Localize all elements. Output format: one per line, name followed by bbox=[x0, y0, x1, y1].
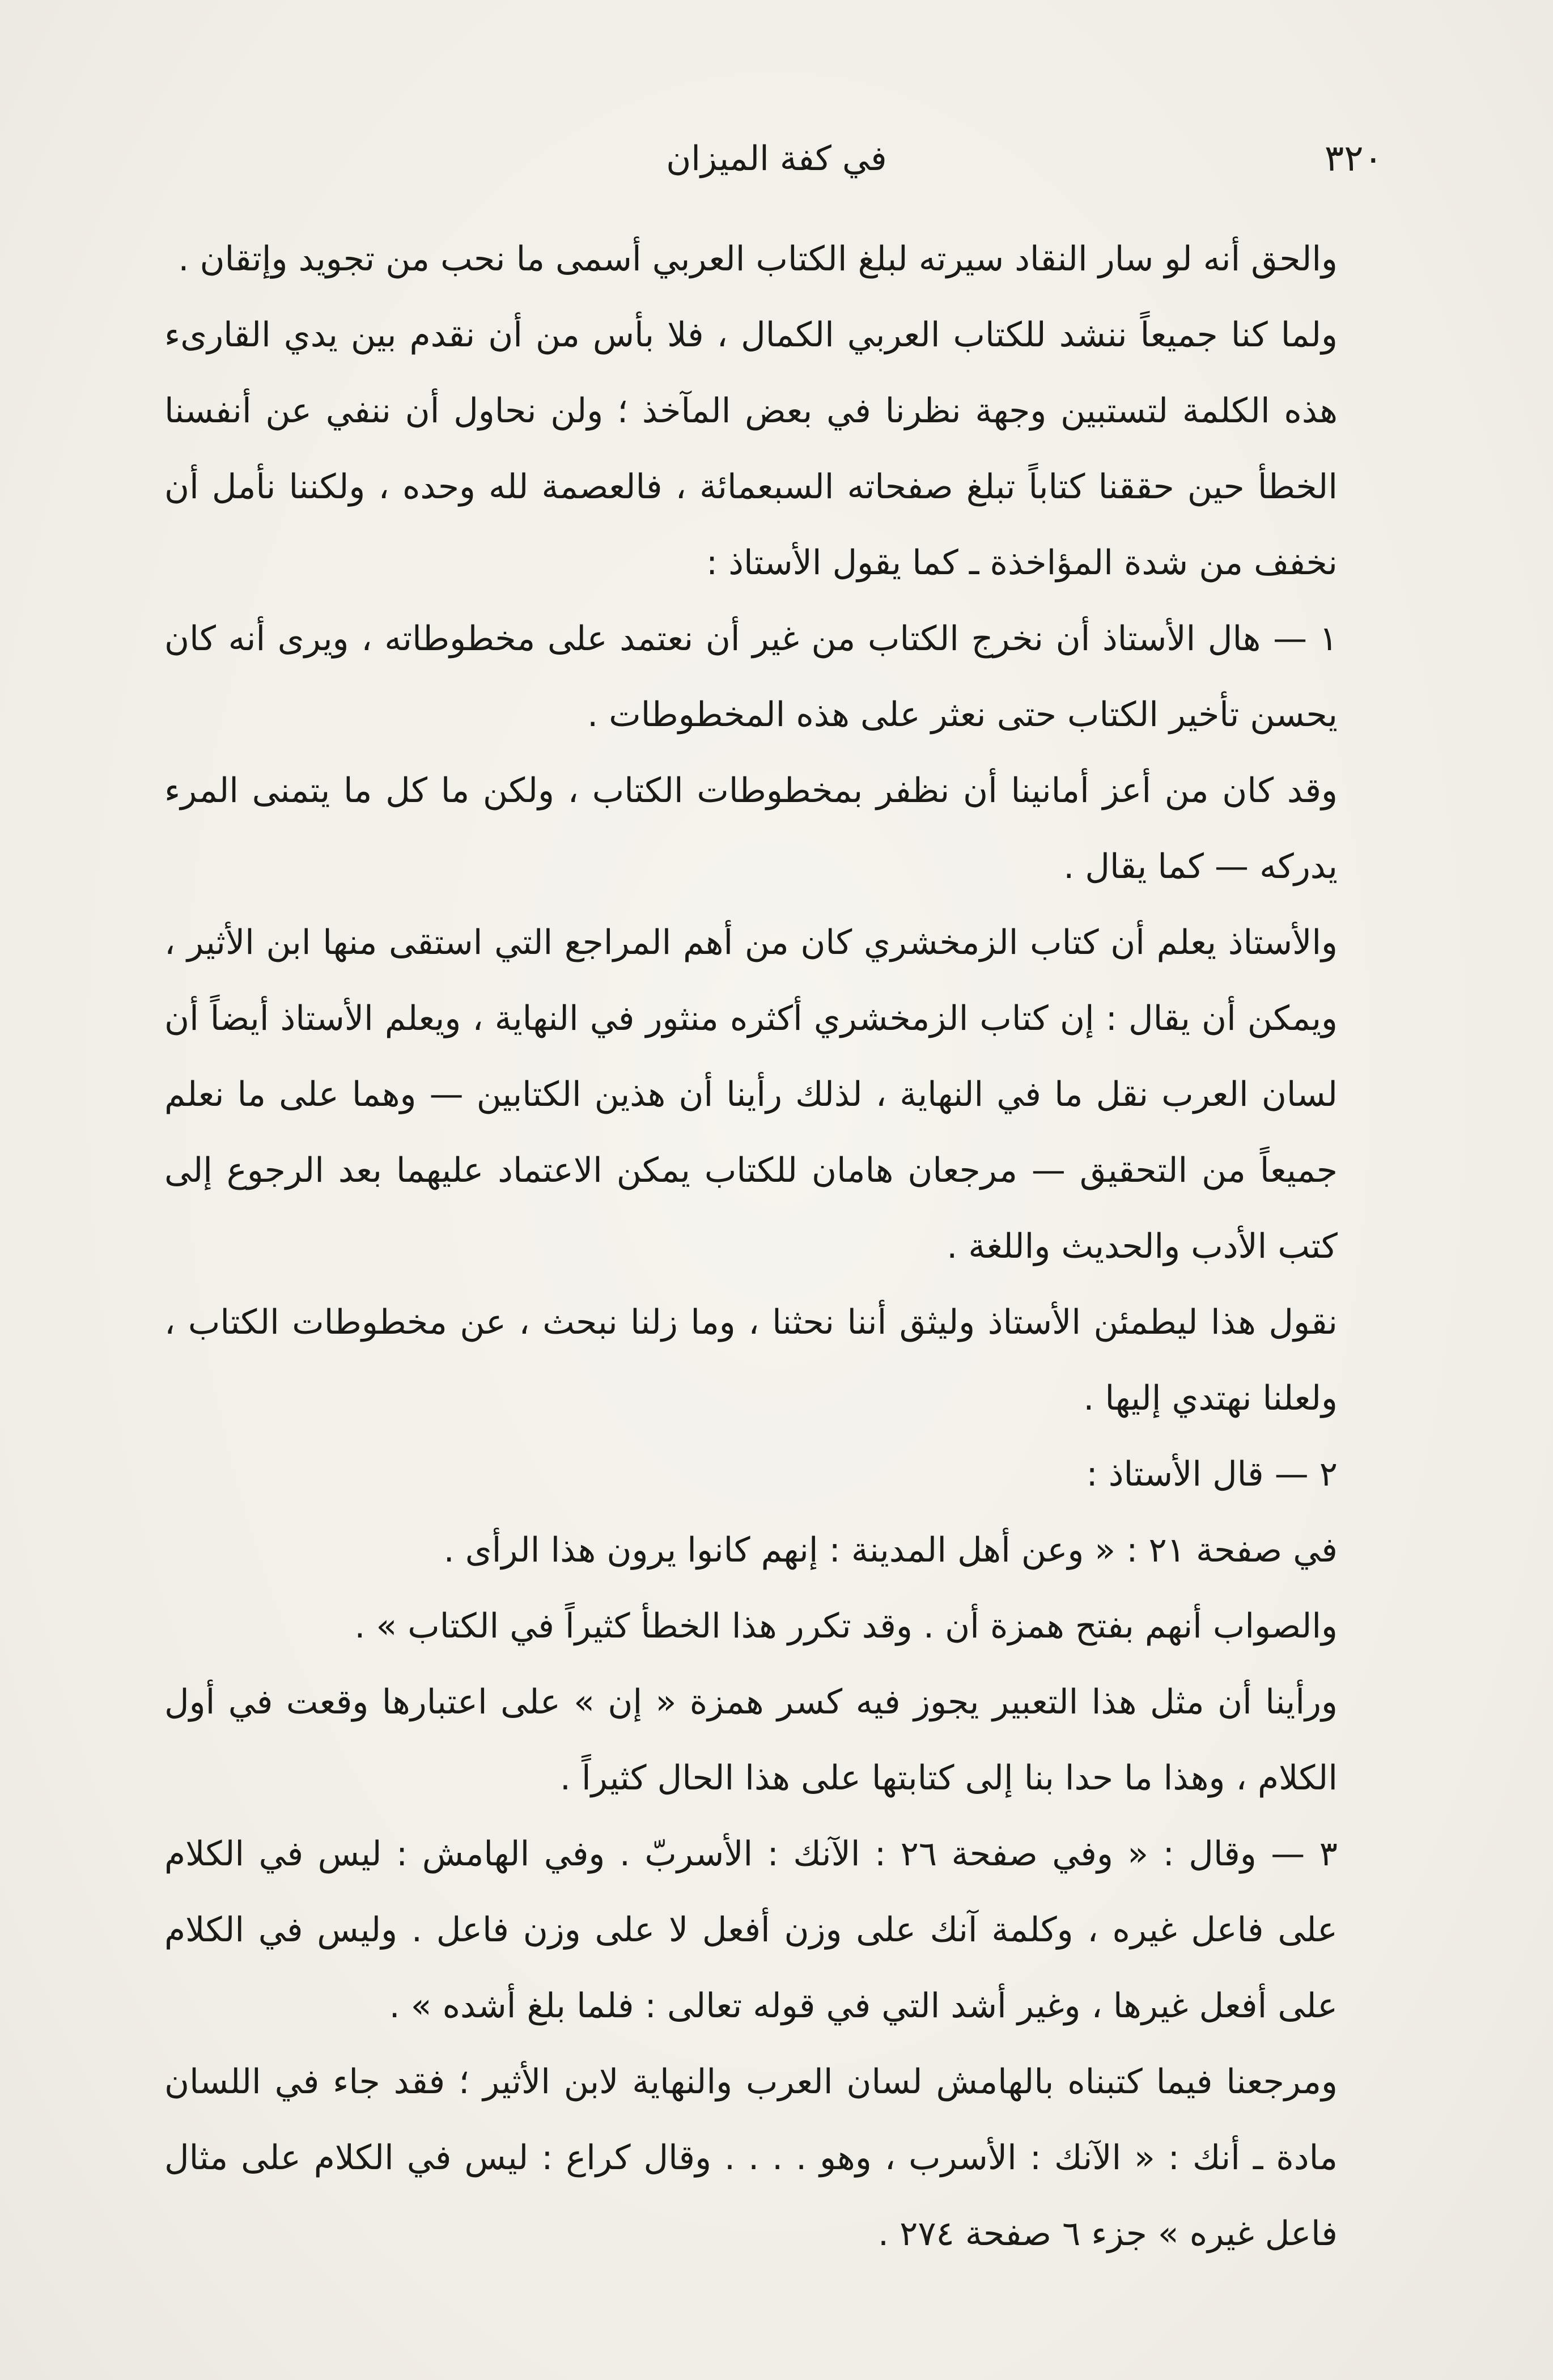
page-number: ٣٢٠ bbox=[1324, 138, 1383, 180]
quote-page-21: في صفحة ٢١ : « وعن أهل المدينة : إنهم كانوا يرون هذا الرأى . bbox=[443, 1530, 1338, 1570]
page-header bbox=[170, 125, 1383, 193]
point-1: ١ — هال الأستاذ أن نخرج الكتاب من غير أن نعتمد على مخطوطاته ، ويرى أنه كان يحسن تأخير الكتاب حتى نعثر على هذه المخطوطات . bbox=[164, 619, 1338, 735]
paragraph-7: ومرجعنا فيما كتبناه بالهامش لسان العرب والنهاية لابن الأثير ؛ فقد جاء في اللسان مادة ـ أنك : « الآنك : الأسرب ، وهو . . . . وقال كراع : ليس في الكلام على مثال فاعل غيره » جزء ٦ صفحة ٢٧٤ . bbox=[164, 2062, 1338, 2254]
point-2: ٢ — قال الأستاذ : bbox=[1086, 1454, 1338, 1494]
paragraph-2: ولما كنا جميعاً ننشد للكتاب العربي الكمال ، فلا بأس من أن نقدم بين يدي القارىء هذه الكلمة لتستبين وجهة نظرنا في بعض المآخذ ؛ ولن نحاول أن ننفي عن أنفسنا الخطأ حين حققنا كتاباً تبلغ صفحاته السبعمائة ، فالعصمة لله وحده ، ولكننا نأمل أن نخفف من شدة المؤاخذة ـ كما يقول الأستاذ : bbox=[164, 315, 1338, 583]
paragraph-3: وقد كان من أعز أمانينا أن نظفر بمخطوطات الكتاب ، ولكن ما كل ما يتمنى المرء يدركه — كما يقال . bbox=[164, 771, 1338, 886]
page-body bbox=[164, 221, 1406, 2272]
paragraph-1: والحق أنه لو سار النقاد سيرته لبلغ الكتاب العربي أسمى ما نحب من تجويد وإتقان . bbox=[178, 239, 1338, 279]
paragraph-6: ورأينا أن مثل هذا التعبير يجوز فيه كسر همزة « إن » على اعتبارها وقعت في أول الكلام ، وهذا ما حدا بنا إلى كتابتها على هذا الحال كثيراً . bbox=[164, 1682, 1338, 1798]
paragraph-4: والأستاذ يعلم أن كتاب الزمخشري كان من أهم المراجع التي استقى منها ابن الأثير ، ويمكن أن يقال : إن كتاب الزمخشري أكثره منثور في النهاية ، ويعلم الأستاذ أيضاً أن لسان العرب نقل ما في النهاية ، لذلك رأينا أن هذين الكتابين — وهما على ما نعلم جميعاً من التحقيق — مرجعان هامان للكتاب يمكن الاعتماد عليهما بعد الرجوع إلى كتب الأدب والحديث واللغة . bbox=[164, 923, 1338, 1266]
running-title: في كفة الميزان bbox=[666, 139, 887, 179]
paragraph-5: نقول هذا ليطمئن الأستاذ وليثق أننا نحثنا ، وما زلنا نبحث ، عن مخطوطات الكتاب ، ولعلنا نهتدي إليها . bbox=[164, 1303, 1338, 1418]
quote-correction: والصواب أنهم بفتح همزة أن . وقد تكرر هذا الخطأ كثيراً في الكتاب » . bbox=[354, 1606, 1338, 1646]
point-3: ٣ — وقال : « وفي صفحة ٢٦ : الآنك : الأسربّ . وفي الهامش : ليس في الكلام على فاعل غيره ، وكلمة آنك على وزن أفعل لا على وزن فاعل . وليس في الكلام على أفعل غيرها ، وغير أشد التي في قوله تعالى : فلما بلغ أشده » . bbox=[164, 1834, 1338, 2026]
